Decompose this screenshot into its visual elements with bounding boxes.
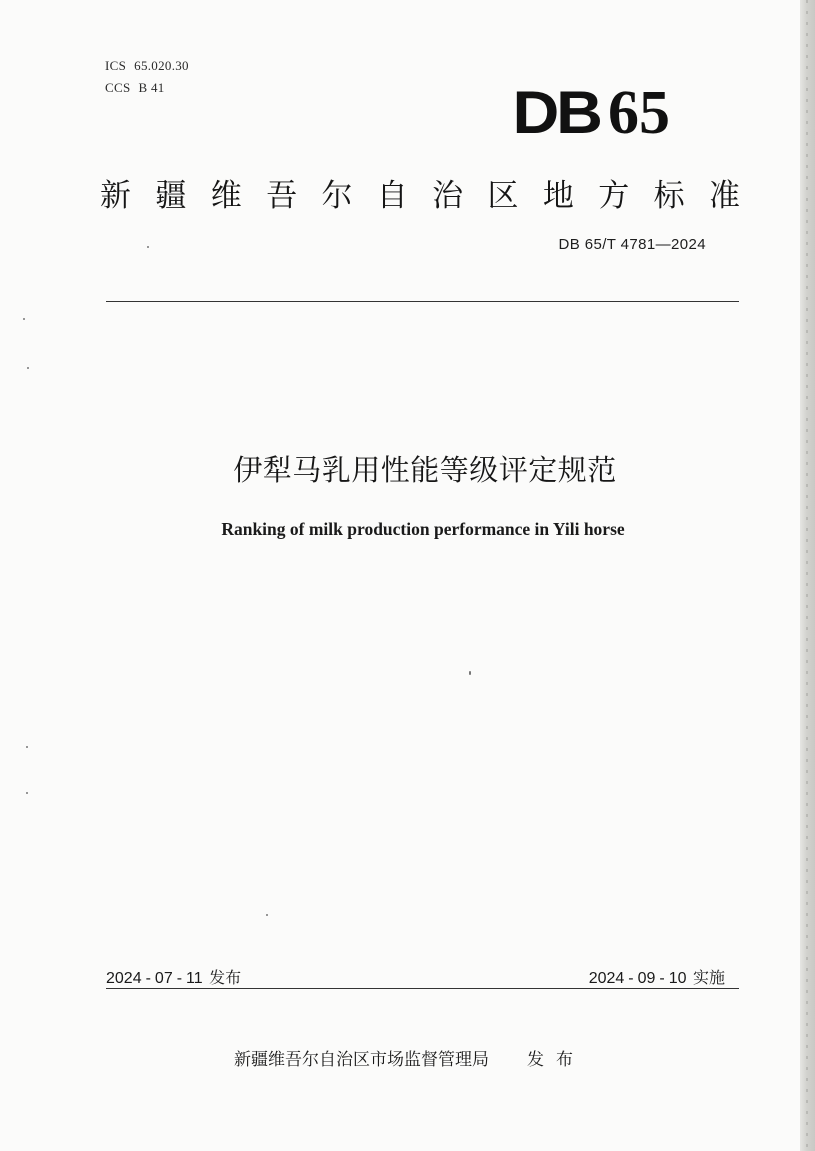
issuing-authority	[234, 1045, 585, 1070]
issuer-name: 新疆维吾尔自治区市场监督管理局	[234, 1050, 489, 1070]
scan-speck	[266, 914, 268, 916]
scan-speck	[469, 671, 471, 675]
publish-date: 2024 - 07 - 11 发布	[106, 970, 242, 987]
scan-speck	[26, 792, 28, 794]
standard-type-title	[100, 170, 740, 215]
logo-letters: DB	[512, 79, 600, 146]
implement-year: 2024	[588, 970, 625, 987]
standard-type-char: 方	[598, 178, 630, 214]
scan-speck	[26, 746, 28, 748]
db-logo	[512, 78, 670, 149]
publish-year: 2024	[106, 970, 142, 987]
header-divider	[106, 301, 739, 302]
chinese-title: 伊犁马乳用性能等级评定规范	[233, 453, 617, 487]
standard-type-char: 尔	[321, 178, 353, 214]
standard-type-char: 疆	[155, 178, 187, 214]
english-title: Ranking of milk production performance in Yili horse	[221, 519, 625, 539]
ics-label: ICS	[105, 58, 127, 73]
standard-type-char: 新	[100, 178, 131, 214]
scan-speck	[147, 246, 149, 248]
standard-type-char: 地	[542, 178, 574, 214]
scan-speck	[27, 367, 29, 369]
implement-suffix: 实施	[692, 970, 725, 987]
standard-type-char: 治	[432, 178, 464, 214]
ccs-code: B 41	[138, 80, 165, 95]
implement-month: 09	[637, 970, 656, 987]
publish-suffix: 发布	[209, 970, 242, 987]
scanner-edge	[800, 0, 815, 1151]
logo-number: 65	[608, 79, 670, 147]
ics-code: 65.020.30	[134, 58, 189, 73]
implement-date: 2024 - 09 - 10 实施	[588, 970, 725, 987]
standard-type-char: 吾	[266, 178, 298, 214]
publish-day: 11	[186, 970, 203, 987]
implement-day: 10	[668, 970, 687, 987]
publish-month: 07	[154, 970, 173, 987]
ccs-label: CCS	[105, 80, 131, 95]
standard-type-char: 区	[487, 178, 519, 214]
standard-type-char: 自	[376, 178, 408, 214]
standard-code: DB 65/T 4781—2024	[558, 236, 706, 253]
ccs-classification	[105, 80, 165, 96]
standard-type-char: 准	[708, 178, 740, 214]
ics-classification	[105, 58, 189, 74]
scan-speck	[23, 318, 25, 320]
standard-type-char: 维	[210, 178, 242, 214]
footer-divider	[106, 988, 739, 989]
standard-type-char: 标	[653, 178, 685, 214]
issuer-action: 发布	[527, 1050, 585, 1070]
